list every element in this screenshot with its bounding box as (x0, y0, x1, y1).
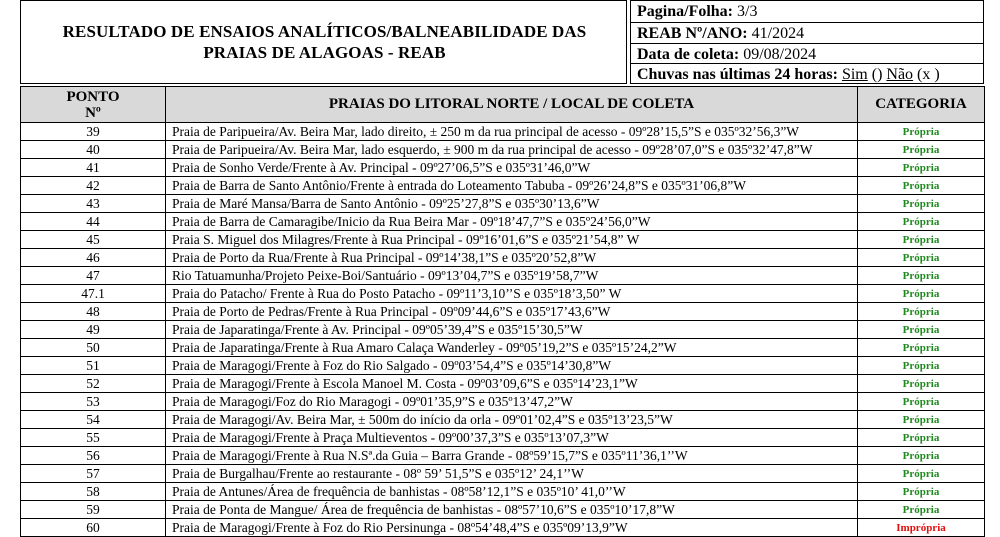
column-header-ponto (21, 87, 166, 123)
rain-sim-option: Sim (841, 66, 868, 83)
category-cell: Própria (858, 411, 985, 429)
ponto-cell: 55 (21, 429, 166, 447)
table-row (21, 501, 985, 519)
location-cell: Praia de Maragogi/Av. Beira Mar, ± 500m do início da orla - 09º01’02,4”S e 035º13’23,5”W (166, 411, 858, 429)
category-cell: Própria (858, 339, 985, 357)
category-cell: Própria (858, 501, 985, 519)
table-body (21, 123, 985, 537)
reab-value: 41/2024 (751, 25, 805, 42)
rain-nao-mark: (x ) (917, 66, 940, 83)
ponto-cell: 51 (21, 357, 166, 375)
location-cell: Praia de Ponta de Mangue/ Área de frequência de banhistas - 08º57’10,6”S e 035º10’17,8”W (166, 501, 858, 519)
category-cell: Própria (858, 357, 985, 375)
location-cell: Praia de Antunes/Área de frequência de banhistas - 08º58’12,1”S e 035º10’ 41,0’’W (166, 483, 858, 501)
location-cell: Praia de Maragogi/Frente à Rua N.Sª.da Guia – Barra Grande - 08º59’15,7”S e 035º11’36,1’’W (166, 447, 858, 465)
category-cell: Própria (858, 447, 985, 465)
date-value: 09/08/2024 (743, 46, 817, 63)
location-cell: Praia de Barra de Santo Antônio/Frente à entrada do Loteamento Tabuba - 09º26’24,8”S e 035º31’06,8”W (166, 177, 858, 195)
table-row (21, 321, 985, 339)
table-row (21, 465, 985, 483)
ponto-cell: 43 (21, 195, 166, 213)
location-cell: Praia de Sonho Verde/Frente à Av. Principal - 09º27’06,5”S e 035º31’46,0”W (166, 159, 858, 177)
reab-info (631, 22, 983, 43)
category-cell: Própria (858, 213, 985, 231)
ponto-cell: 50 (21, 339, 166, 357)
ponto-cell: 42 (21, 177, 166, 195)
location-cell: Praia de Maragogi/Foz do Rio Maragogi - 09º01’35,9”S e 035º13’47,2”W (166, 393, 858, 411)
table-row (21, 195, 985, 213)
ponto-cell: 46 (21, 249, 166, 267)
rain-label: Chuvas nas últimas 24 horas: (637, 66, 838, 83)
rain-nao-option: Não (886, 66, 914, 83)
ponto-cell: 52 (21, 375, 166, 393)
ponto-cell: 40 (21, 141, 166, 159)
location-cell: Praia de Maragogi/Frente à Foz do Rio Salgado - 09º03’54,4”S e 035º14’30,8”W (166, 357, 858, 375)
location-cell: Praia de Burgalhau/Frente ao restaurante - 08º 59’ 51,5”S e 035º12’ 24,1’’W (166, 465, 858, 483)
location-cell: Praia de Japaratinga/Frente à Rua Amaro Calaça Wanderley - 09º05’19,2”S e 035º15’24,2”W (166, 339, 858, 357)
ponto-cell: 48 (21, 303, 166, 321)
ponto-cell: 47.1 (21, 285, 166, 303)
table-row (21, 393, 985, 411)
ponto-header-line-2: Nº (85, 104, 101, 121)
ponto-cell: 47 (21, 267, 166, 285)
location-cell: Praia de Maré Mansa/Barra de Santo Antônio - 09º25’27,8”S e 035º30’13,6”W (166, 195, 858, 213)
category-cell: Própria (858, 123, 985, 141)
table-row (21, 303, 985, 321)
rain-info (631, 63, 983, 84)
report-header (20, 0, 984, 86)
location-cell: Praia de Porto de Pedras/Frente à Rua Principal - 09º09’44,6”S e 035º17’43,6”W (166, 303, 858, 321)
table-row (21, 123, 985, 141)
location-cell: Praia de Barra de Camaragibe/Inicio da Rua Beira Mar - 09º18’47,7”S e 035º24’56,0”W (166, 213, 858, 231)
table-row (21, 141, 985, 159)
table-row (21, 519, 985, 537)
ponto-cell: 45 (21, 231, 166, 249)
date-info (631, 43, 983, 64)
category-cell: Própria (858, 483, 985, 501)
location-cell: Praia de Porto da Rua/Frente à Rua Principal - 09º14’38,1”S e 035º20’52,8”W (166, 249, 858, 267)
category-cell: Própria (858, 231, 985, 249)
location-cell: Praia S. Miguel dos Milagres/Frente à Rua Principal - 09º16’01,6”S e 035º21’54,8” W (166, 231, 858, 249)
category-cell: Própria (858, 267, 985, 285)
table-row (21, 159, 985, 177)
table-header-row (21, 87, 985, 123)
location-cell: Praia de Paripueira/Av. Beira Mar, lado direito, ± 250 m da rua principal de acesso - 09º28’15,5”S e 035º32’56,3”W (166, 123, 858, 141)
ponto-cell: 54 (21, 411, 166, 429)
ponto-header-line-1: PONTO (66, 88, 120, 105)
category-cell: Própria (858, 429, 985, 447)
table-row (21, 357, 985, 375)
location-cell: Rio Tatuamunha/Projeto Peixe-Boi/Santuário - 09º13’04,7”S e 035º19’58,7”W (166, 267, 858, 285)
ponto-cell: 53 (21, 393, 166, 411)
reab-label: REAB Nº/ANO: (637, 25, 748, 42)
ponto-cell: 57 (21, 465, 166, 483)
table-row (21, 285, 985, 303)
column-header-categoria: CATEGORIA (858, 87, 985, 123)
table-row (21, 339, 985, 357)
table-row (21, 249, 985, 267)
results-table (20, 86, 985, 537)
table-row (21, 447, 985, 465)
table-row (21, 177, 985, 195)
location-cell: Praia de Maragogi/Frente à Foz do Rio Persinunga - 08º54’48,4”S e 035º09’13,9”W (166, 519, 858, 537)
table-row (21, 375, 985, 393)
ponto-cell: 58 (21, 483, 166, 501)
page-value: 3/3 (737, 3, 758, 20)
report-title-line-1: RESULTADO DE ENSAIOS ANALÍTICOS/BALNEABILIDADE DAS (62, 22, 587, 41)
category-cell: Própria (858, 159, 985, 177)
category-cell: Própria (858, 177, 985, 195)
table-row (21, 483, 985, 501)
ponto-cell: 49 (21, 321, 166, 339)
date-label: Data de coleta: (637, 46, 740, 63)
category-cell: Própria (858, 249, 985, 267)
category-cell: Própria (858, 195, 985, 213)
page-label: Pagina/Folha: (637, 3, 734, 20)
category-cell: Própria (858, 285, 985, 303)
category-cell: Imprópria (858, 519, 985, 537)
table-row (21, 267, 985, 285)
category-cell: Própria (858, 393, 985, 411)
column-header-local: PRAIAS DO LITORAL NORTE / LOCAL DE COLETA (166, 87, 858, 123)
location-cell: Praia de Paripueira/Av. Beira Mar, lado esquerdo, ± 900 m da rua principal de acesso - 09º28’07,0”S e 035º32’47,8”W (166, 141, 858, 159)
table-row (21, 213, 985, 231)
ponto-cell: 56 (21, 447, 166, 465)
ponto-cell: 59 (21, 501, 166, 519)
rain-sim-mark: () (871, 66, 883, 83)
location-cell: Praia do Patacho/ Frente à Rua do Posto Patacho - 09º11’3,10’’S e 035º18’3,50” W (166, 285, 858, 303)
location-cell: Praia de Maragogi/Frente à Escola Manoel M. Costa - 09º03’09,6”S e 035º14’23,1”W (166, 375, 858, 393)
info-box (630, 0, 984, 84)
ponto-cell: 41 (21, 159, 166, 177)
location-cell: Praia de Japaratinga/Frente à Av. Principal - 09º05’39,4”S e 035º15’30,5”W (166, 321, 858, 339)
title-box (20, 0, 627, 84)
table-row (21, 231, 985, 249)
ponto-cell: 60 (21, 519, 166, 537)
report-title-line-2: PRAIAS DE ALAGOAS - REAB (203, 43, 446, 62)
table-row (21, 429, 985, 447)
table-row (21, 411, 985, 429)
category-cell: Própria (858, 465, 985, 483)
category-cell: Própria (858, 303, 985, 321)
ponto-cell: 44 (21, 213, 166, 231)
category-cell: Própria (858, 141, 985, 159)
category-cell: Própria (858, 321, 985, 339)
category-cell: Própria (858, 375, 985, 393)
page-info (631, 1, 983, 22)
location-cell: Praia de Maragogi/Frente à Praça Multieventos - 09º00’37,3”S e 035º13’07,3”W (166, 429, 858, 447)
ponto-cell: 39 (21, 123, 166, 141)
